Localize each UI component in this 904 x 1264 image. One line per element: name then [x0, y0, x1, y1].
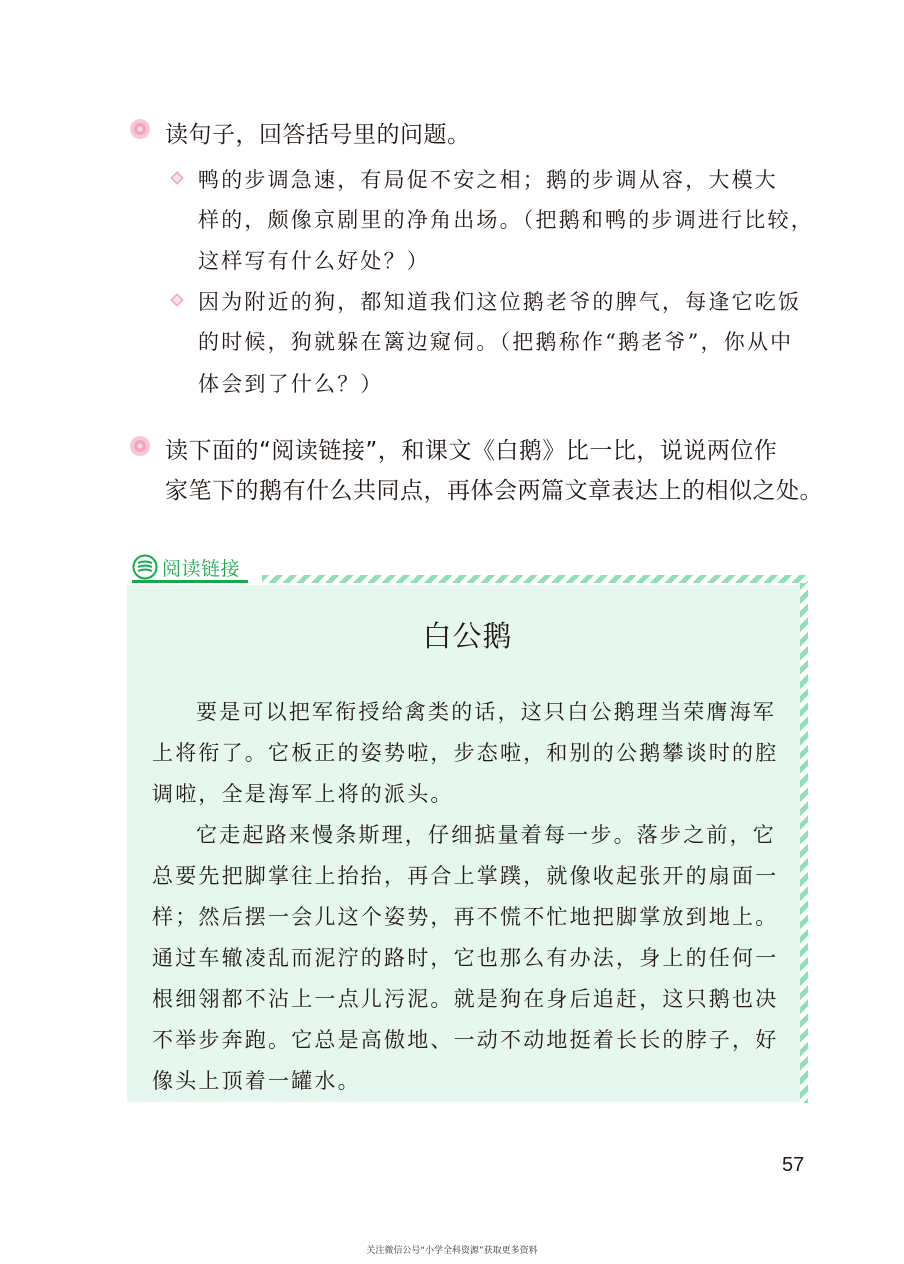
book-circle-icon: [132, 554, 158, 580]
question-1-text: 读句子，回答括号里的问题。: [165, 122, 471, 148]
reading-line-5: 总要先把脚掌往上抬抬，再合上掌蹼，就像收起张开的扇面一: [152, 864, 779, 888]
tag-underline: [132, 580, 248, 583]
footer-note: 关注微信公号“小学全科资源”获取更多资料: [366, 1246, 538, 1256]
question-2-line-1: 读下面的“阅读链接”，和课文《白鹅》比一比，说说两位作: [165, 438, 778, 464]
reading-line-8: 根细翎都不沾上一点儿污泥。就是狗在身后追赶，这只鹅也决: [152, 987, 779, 1011]
reading-line-10: 像头上顶着一罐水。: [152, 1069, 361, 1093]
sentence-1-line-2: 样的，颇像京剧里的净角出场。（把鹅和鸭的步调进行比较，: [198, 208, 814, 232]
sentence-2-line-1: 因为附近的狗，都知道我们这位鹅老爷的脾气，每逢它吃饭: [198, 290, 802, 314]
page-number: 57: [782, 1154, 805, 1176]
reading-line-2: 上将衔了。它板正的姿势啦，步态啦，和别的公鹅攀谈时的腔: [152, 741, 779, 765]
dashed-border-right: [800, 583, 808, 1103]
reading-link-label: 阅读链接: [162, 557, 241, 580]
dashed-border-top: [262, 575, 808, 583]
sentence-2-line-2: 的时候，狗就躲在篱边窥伺。（把鹅称作“鹅老爷”，你从中: [198, 330, 794, 354]
reading-line-3: 调啦，全是海军上将的派头。: [152, 782, 454, 806]
sentence-2-line-3: 体会到了什么？）: [198, 372, 384, 396]
reading-line-4: 它走起路来慢条斯理，仔细掂量着每一步。落步之前，它: [196, 823, 776, 847]
reading-line-9: 不举步奔跑。它总是高傲地、一动不动地挺着长长的脖子，好: [152, 1028, 779, 1052]
question-flower-icon: [128, 434, 152, 458]
diamond-bullet-icon: [170, 293, 184, 307]
reading-line-7: 通过车辙凌乱而泥泞的路时，它也那么有办法，身上的任何一: [152, 946, 779, 970]
sentence-1-line-1: 鸭的步调急速，有局促不安之相；鹅的步调从容，大模大: [198, 168, 778, 192]
reading-title: 白公鹅: [422, 619, 513, 653]
diamond-bullet-icon: [170, 171, 184, 185]
sentence-1-line-3: 这样写有什么好处？）: [198, 249, 430, 273]
reading-line-6: 样；然后摆一会儿这个姿势，再不慌不忙地把脚掌放到地上。: [152, 905, 779, 929]
question-flower-icon: [128, 117, 152, 141]
question-2-line-2: 家笔下的鹅有什么共同点，再体会两篇文章表达上的相似之处。: [165, 478, 823, 504]
reading-link-tag: [132, 552, 240, 582]
reading-line-1: 要是可以把军衔授给禽类的话，这只白公鹅理当荣膺海军: [196, 700, 776, 724]
